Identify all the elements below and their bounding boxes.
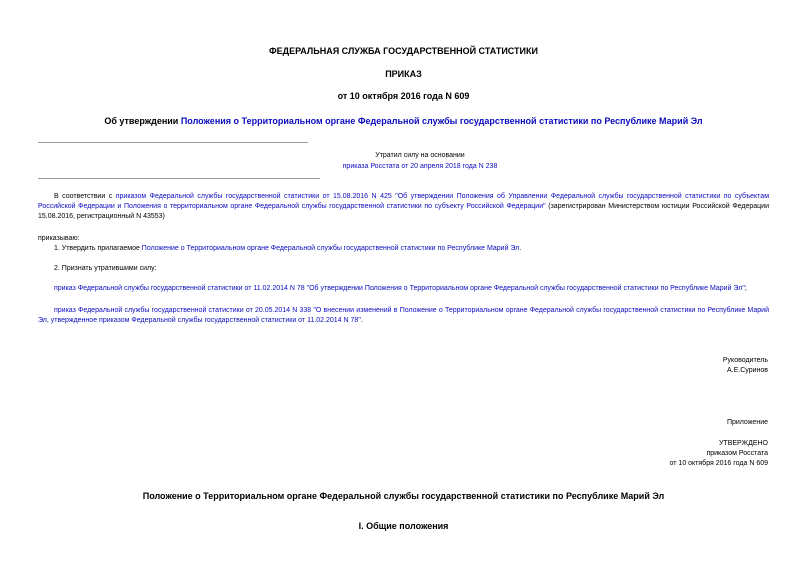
revoked-2-link[interactable]: приказ Федеральной службы государственной статистики от 20.05.2014 N 338 "О внесении изменений в Положение о Территориальном органе Федеральной службы государственной статистики по Республике Марий Эл, утвержденное приказом Федеральной службы государственной статистики от 11.02.2014 N 78" [38,307,769,324]
doc-type-heading: ПРИКАЗ [385,69,422,79]
appendix-label: Приложение [726,419,768,426]
revoked-1-link[interactable]: приказ Федеральной службы государственной статистики от 11.02.2014 N 78 "Об утверждении Положения о Территориальном органе Федеральной службы государственной статистики по Республике Марий Эл" [54,285,745,292]
order-word: приказываю: [38,235,80,242]
approved-date: от 10 октября 2016 года N 609 [669,460,768,467]
agency-heading: ФЕДЕРАЛЬНАЯ СЛУЖБА ГОСУДАРСТВЕННОЙ СТАТИСТИКИ [269,46,538,56]
status-link[interactable]: приказа Росстата от 20 апреля 2018 года N 238 [342,163,498,170]
regulation-title: Положение о Территориальном органе Федеральной службы государственной статистики по Республике Марий Эл [142,491,665,501]
signature-role: Руководитель [722,357,768,364]
document-title [0,116,807,126]
item-2: 2. Признать утратившими силу: [54,265,157,272]
divider-short [38,142,308,143]
section-1-title: I. Общие положения [358,521,449,531]
preamble-suffix: (зарегистрирован Министерством юстиции Российской Федерации 15.08.2016, регистрационный N 43553) [38,203,770,220]
item-1-prefix: 1. Утвердить прилагаемое [54,245,142,252]
divider-long [38,178,320,179]
signature-name: А.Е.Суринов [727,367,768,374]
revoked-order-1 [38,284,769,294]
revoked-2-suffix: . [360,317,363,324]
approved-by: приказом Росстата [706,450,768,457]
preamble-prefix: В соответствии с [54,193,116,200]
revoked-1-suffix: ; [744,285,747,292]
revoked-order-2 [38,306,769,326]
approved-label: УТВЕРЖДЕНО [718,440,768,447]
status-line-1: Утратил силу на основании [375,152,465,159]
preamble-paragraph [38,192,769,222]
date-number-heading: от 10 октября 2016 года N 609 [337,91,470,101]
item-1-suffix: . [519,245,522,252]
title-prefix: Об утверждении [104,116,181,126]
title-link[interactable]: Положения о Территориальном органе Федеральной службы государственной статистики по Республике Марий Эл [180,116,703,126]
item-1 [54,245,521,252]
item-1-link[interactable]: Положение о Территориальном органе Федеральной службы государственной статистики по Республике Марий Эл [141,245,520,252]
preamble-link[interactable]: приказом Федеральной службы государственной статистики от 15.08.2016 N 425 "Об утверждении Положения об Управлении Федеральной службы государственной статистики по субъектам Российской Федерации и Положения о территориальном органе Федеральной службы государственной статистики по субъекту Российской Федерации" [38,193,770,210]
